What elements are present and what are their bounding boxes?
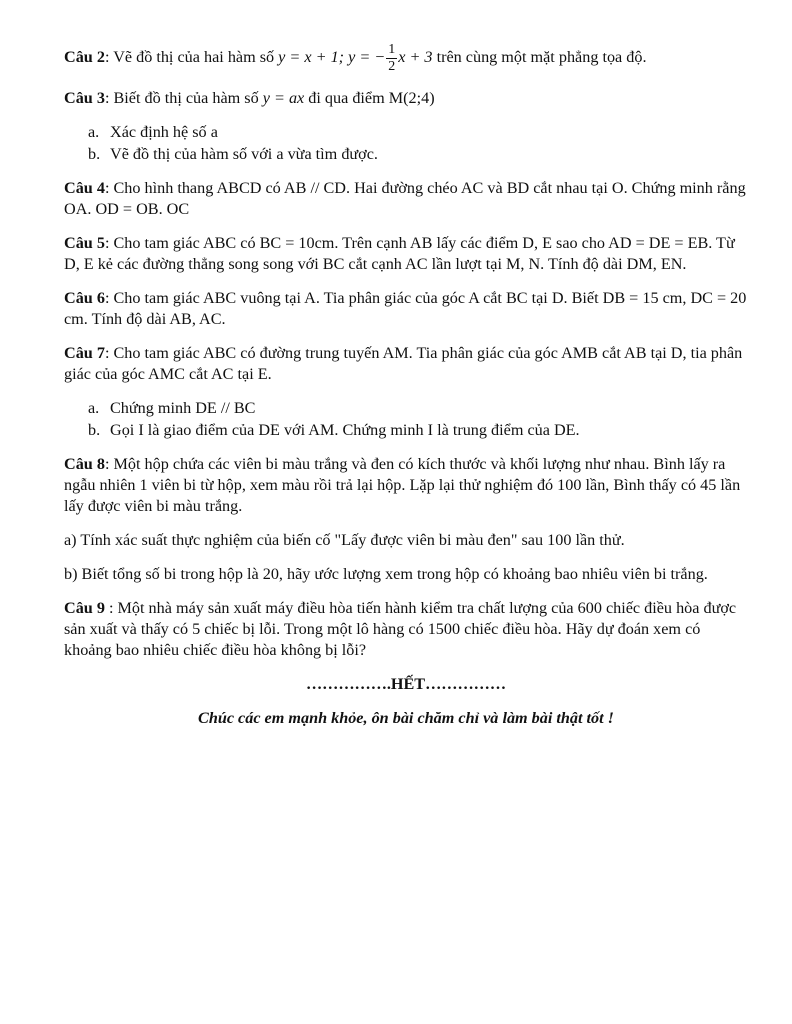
sub-marker: a. [88,399,100,417]
question-label: Câu 6 [64,289,105,307]
question-label: Câu 5 [64,234,105,252]
question-label: Câu 7 [64,344,105,362]
question-4 [64,178,748,220]
question-label: Câu 9 [64,599,105,617]
question-text: : Biết đồ thị của hàm số [104,89,263,107]
question-text: trên cùng một mặt phẳng tọa độ. [436,48,647,67]
question-label: Câu 2 [64,48,105,67]
question-7 [64,343,748,385]
sub-text: Gọi I là giao điểm của DE với AM. Chứng minh I là trung điểm của DE. [110,421,580,439]
question-text: : Cho tam giác ABC có BC = 10cm. Trên cạnh AB lấy các điểm D, E sao cho AD = DE = EB. Từ D, E kẻ các đường thẳng song song với BC cắt cạnh AC lần lượt tại M, N. Tính độ dài DM, EN. [64,234,735,273]
question-6 [64,288,748,330]
question-3 [64,88,748,109]
sub-text: Vẽ đồ thị của hàm số với a vừa tìm được. [110,145,378,163]
sub-question-list [88,122,748,165]
end-marker: …………….HẾT…………… [305,675,507,693]
sub-question-list [88,398,748,441]
question-text: : Cho tam giác ABC vuông tại A. Tia phân giác của góc A cắt BC tại D. Biết DB = 15 cm, DC = 20 cm. Tính độ dài AB, AC. [64,289,747,328]
fraction [386,42,397,75]
sub-marker: a. [88,123,100,141]
fraction-numerator: 1 [388,42,396,57]
sub-marker: b. [88,421,101,439]
exam-page [64,42,748,729]
question-2 [64,42,748,75]
question-text: : Một hộp chứa các viên bi màu trắng và đen có kích thước và khối lượng như nhau. Bình lấy ra ngẫu nhiên 1 viên bi từ hộp, xem màu rồi trả lại hộp. Lặp lại thử nghiệm đó 100 lần, Bình thấy có 45 lần lấy được viên bi màu trắng. [64,455,741,515]
sub-question [88,398,748,419]
sub-text: Xác định hệ số a [110,123,218,141]
question-text: : Cho tam giác ABC có đường trung tuyến AM. Tia phân giác của góc AMB cắt AB tại D, tia phân giác của góc AMC cắt AC tại E. [64,344,743,383]
question-9 [64,598,748,661]
sub-question [88,122,748,143]
formula: y = x + 1; y = − [278,48,386,67]
sub-marker: b. [88,145,101,163]
question-text: : Cho hình thang ABCD có AB // CD. Hai đường chéo AC và BD cắt nhau tại O. Chứng minh rằng OA. OD = OB. OC [64,179,746,218]
question-8-part-b: b) Biết tổng số bi trong hộp là 20, hãy ước lượng xem trong hộp có khoảng bao nhiêu viên bi trắng. [64,565,708,583]
fraction-denominator: 2 [388,59,396,74]
closing-wish: Chúc các em mạnh khỏe, ôn bài chăm chỉ và làm bài thật tốt ! [198,709,614,727]
sub-question [88,144,748,165]
question-label: Câu 8 [64,455,105,473]
question-label: Câu 3 [64,89,105,107]
question-5 [64,233,748,275]
question-8 [64,454,748,517]
question-label: Câu 4 [64,179,105,197]
sub-question [88,420,748,441]
sub-text: Chứng minh DE // BC [110,399,256,417]
question-text: : Vẽ đồ thị của hai hàm số [104,48,279,67]
formula: y = ax [262,89,305,107]
question-8-part-a: a) Tính xác suất thực nghiệm của biến cố "Lấy được viên bi màu đen" sau 100 lần thử. [64,531,625,549]
question-text: : Một nhà máy sản xuất máy điều hòa tiến hành kiểm tra chất lượng của 600 chiếc điều hòa được sản xuất và thấy có 5 chiếc bị lỗi. Trong một lô hàng có 1500 chiếc điều hòa. Hãy dự đoán xem có khoảng bao nhiêu chiếc điều hòa không bị lỗi? [64,599,737,659]
question-text: đi qua điểm M(2;4) [304,89,435,107]
formula: x + 3 [398,48,433,67]
